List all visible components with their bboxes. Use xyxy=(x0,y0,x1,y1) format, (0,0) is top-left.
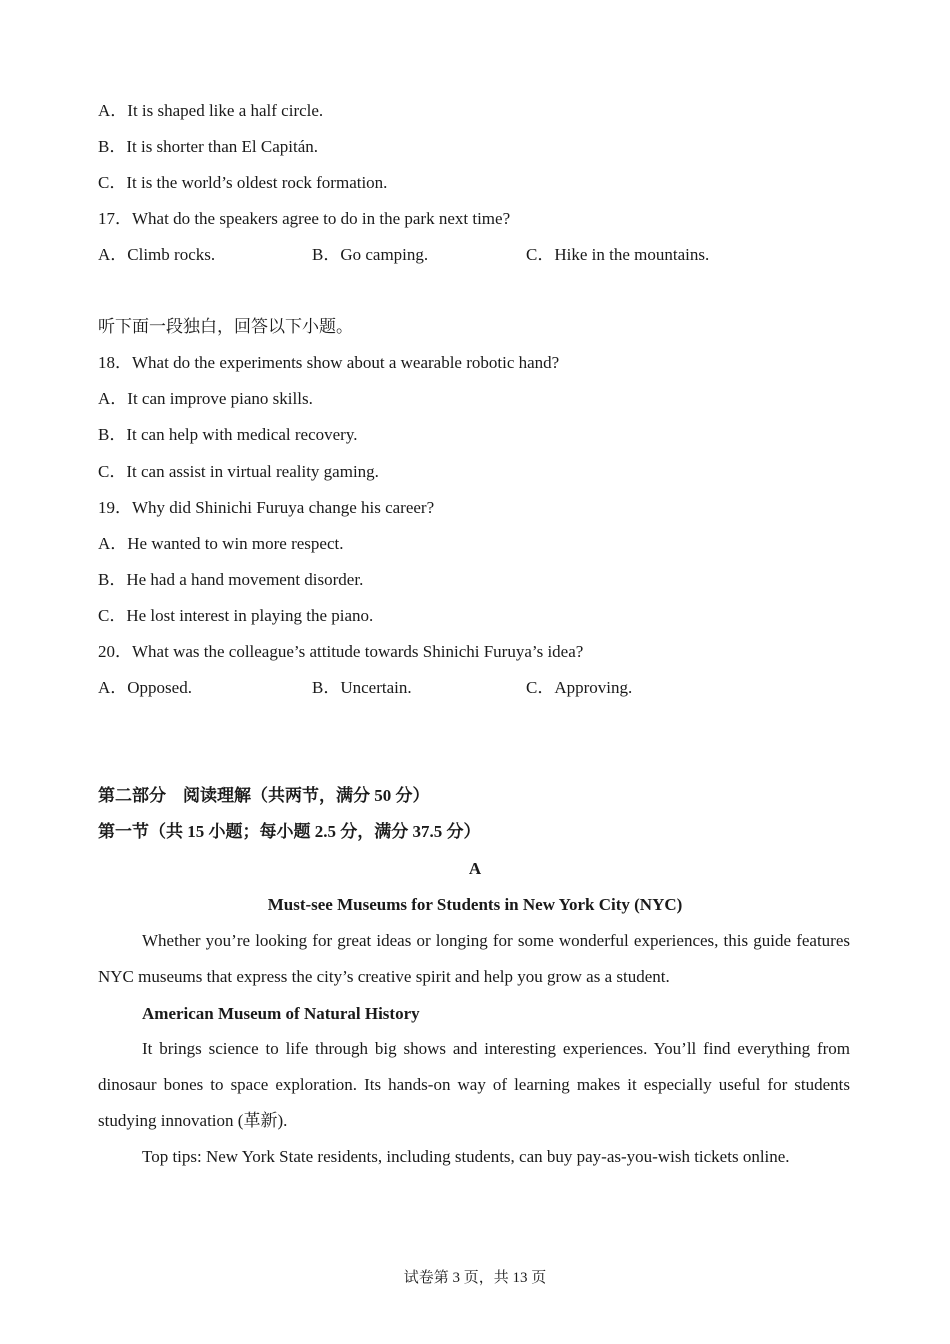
q17-option-a: A．Climb rocks. xyxy=(98,245,216,264)
q20-question: 20．What was the colleague’s attitude towards Shinichi Furuya’s idea? xyxy=(98,642,584,661)
q20-option-b: B．Uncertain. xyxy=(312,678,412,697)
q16-option-a: A．It is shaped like a half circle. xyxy=(98,101,324,120)
section1-heading: 第一节（共 15 小题；每小题 2.5 分，满分 37.5 分） xyxy=(98,822,481,841)
passage-title: Must-see Museums for Students in New York City (NYC) xyxy=(267,895,683,914)
page-footer: 试卷第 3 页，共 13 页 xyxy=(403,1270,547,1286)
passage-letter: A xyxy=(468,859,482,878)
q18-option-c: C．It can assist in virtual reality gaming. xyxy=(98,462,379,481)
q16-option-b: B．It is shorter than El Capitán. xyxy=(98,137,319,156)
q19-option-a: A．He wanted to win more respect. xyxy=(98,534,344,553)
museum1-tips: Top tips: New York State residents, including students, can buy pay-as-you-wish tickets online. xyxy=(142,1147,790,1166)
q18-option-a: A．It can improve piano skills. xyxy=(98,389,313,408)
q17-option-b: B．Go camping. xyxy=(312,245,429,264)
q17-option-c: C．Hike in the mountains. xyxy=(526,245,710,264)
q19-option-b: B．He had a hand movement disorder. xyxy=(98,570,364,589)
q19-question: 19．Why did Shinichi Furuya change his career? xyxy=(98,498,435,517)
part2-heading: 第二部分 阅读理解（共两节，满分 50 分） xyxy=(98,786,430,805)
q20-option-a: A．Opposed. xyxy=(98,678,192,697)
museum1-body: It brings science to life through big shows and interesting experiences. You’ll find everything from dinosaur bones to space exploration. Its hands-on way of learning makes it especially useful for students studying innovation (革新). xyxy=(98,1039,850,1130)
q18-question: 18．What do the experiments show about a wearable robotic hand? xyxy=(98,353,560,372)
q20-option-c: C．Approving. xyxy=(526,678,633,697)
museum1-title: American Museum of Natural History xyxy=(142,1004,420,1023)
q19-option-c: C．He lost interest in playing the piano. xyxy=(98,606,374,625)
q16-option-c: C．It is the world’s oldest rock formation. xyxy=(98,173,388,192)
q18-option-b: B．It can help with medical recovery. xyxy=(98,425,358,444)
monologue-intro: 听下面一段独白，回答以下小题。 xyxy=(98,317,353,336)
q17-question: 17．What do the speakers agree to do in the park next time? xyxy=(98,209,511,228)
passage-intro: Whether you’re looking for great ideas or longing for some wonderful experiences, this guide features NYC museums that express the city’s creative spirit and help you grow as a student. xyxy=(98,931,850,986)
